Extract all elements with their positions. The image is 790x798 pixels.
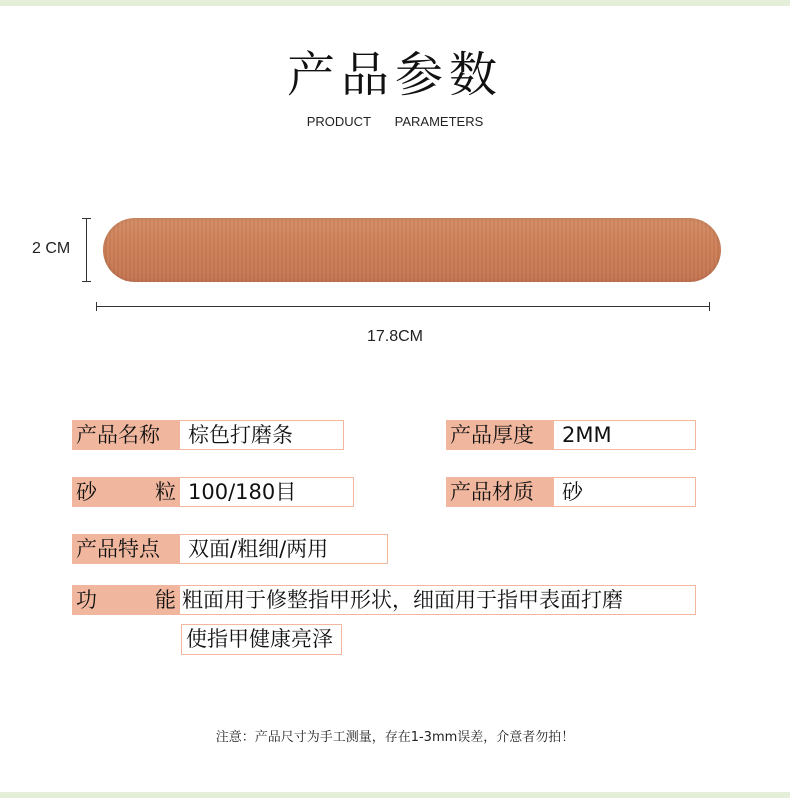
footer-note: 注意：产品尺寸为手工测量，存在1-3mm误差，介意者勿拍！ (215, 730, 575, 745)
top-border (0, 0, 790, 6)
spec-label: 产品特点 (72, 534, 180, 564)
spec-label (72, 477, 180, 507)
spec-value: 粗面用于修整指甲形状，细面用于指甲表面打磨 (180, 585, 696, 615)
spec-label (72, 585, 180, 615)
spec-thickness (446, 420, 696, 450)
spec-label: 产品材质 (446, 477, 554, 507)
spec-function (72, 585, 696, 615)
spec-label-part: 粒 (155, 480, 176, 504)
spec-label-part: 功 (76, 588, 97, 612)
spec-label-part: 能 (155, 588, 176, 612)
page-title: 产品参数 (286, 47, 503, 103)
spec-value: 100/180目 (180, 477, 354, 507)
page-subtitle (0, 114, 790, 129)
height-dimension-label: 2 CM (32, 240, 71, 257)
spec-function-line2: 使指甲健康亮泽 (181, 624, 342, 655)
spec-product-name (72, 420, 344, 450)
length-dimension-label: 17.8CM (366, 328, 424, 345)
spec-label-part: 砂 (76, 480, 97, 504)
spec-features (72, 534, 388, 564)
subtitle-word-parameters: PARAMETERS (394, 114, 484, 129)
spec-value: 2MM (554, 420, 696, 450)
nail-file-image (103, 218, 721, 282)
subtitle-word-product: PRODUCT (306, 114, 372, 129)
height-dimension-line (86, 218, 87, 282)
spec-value: 砂 (554, 477, 696, 507)
spec-label: 产品名称 (72, 420, 180, 450)
spec-label: 产品厚度 (446, 420, 554, 450)
spec-value: 棕色打磨条 (180, 420, 344, 450)
spec-value: 双面/粗细/两用 (180, 534, 388, 564)
bottom-border (0, 792, 790, 798)
spec-grit (72, 477, 354, 507)
spec-material (446, 477, 696, 507)
length-dimension-line (96, 306, 710, 307)
